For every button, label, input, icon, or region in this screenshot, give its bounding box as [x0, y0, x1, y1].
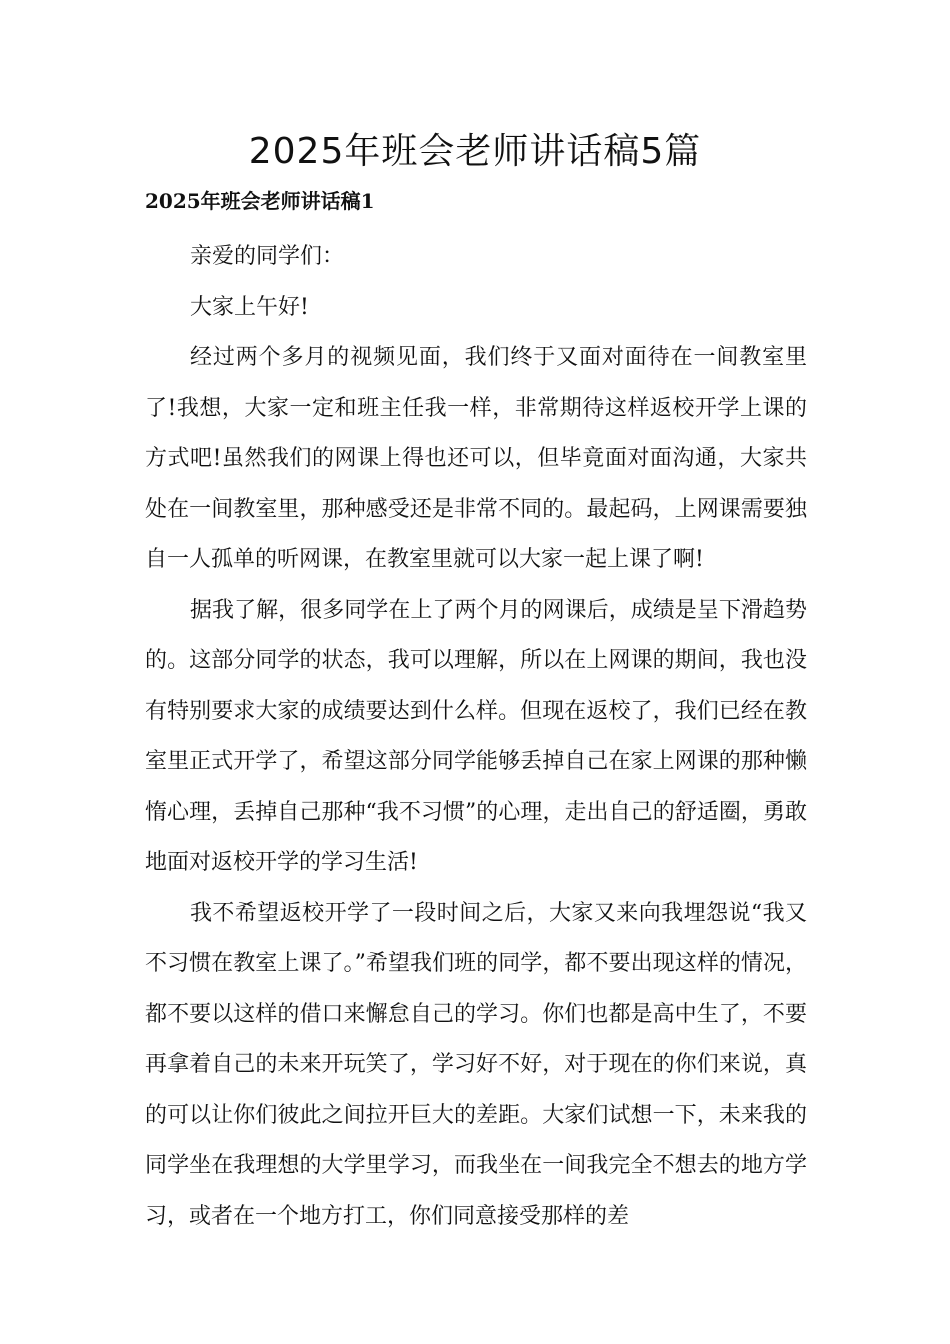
paragraph: 我不希望返校开学了一段时间之后，大家又来向我埋怨说“我又不习惯在教室上课了。”希望我们班的同学，都不要出现这样的情况，都不要以这样的借口来懈怠自己的学习。你们也都是高中生了，不要再拿着自己的未来开玩笑了，学习好不好，对于现在的你们来说，真的可以让你们彼此之间拉开巨大的差距。大家们试想一下，未来我的同学坐在我理想的大学里学习，而我坐在一间我完全不想去的地方学习，或者在一个地方打工，你们同意接受那样的差: [145, 900, 807, 1229]
paragraph: 经过两个多月的视频见面，我们终于又面对面待在一间教室里了!我想，大家一定和班主任我一样，非常期待这样返校开学上课的方式吧!虽然我们的网课上得也还可以，但毕竟面对面沟通，大家共处在一间教室里，那种感受还是非常不同的。最起码，上网课需要独自一人孤单的听网课，在教室里就可以大家一起上课了啊!: [145, 345, 807, 572]
document-body: [145, 232, 807, 1242]
paragraph-hello: 大家上午好!: [190, 294, 309, 320]
section-heading: 2025年班会老师讲话稿1: [145, 189, 375, 213]
document-title: 2025年班会老师讲话稿5篇: [248, 131, 702, 172]
paragraph-greeting: 亲爱的同学们：: [190, 244, 345, 269]
paragraph: 据我了解，很多同学在上了两个月的网课后，成绩是呈下滑趋势的。这部分同学的状态，我可以理解，所以在上网课的期间，我也没有特别要求大家的成绩要达到什么样。但现在返校了，我们已经在教室里正式开学了，希望这部分同学能够丢掉自己在家上网课的那种懒惰心理，丢掉自己那种“我不习惯”的心理，走出自己的舒适圈，勇敢地面对返校开学的学习生活!: [145, 597, 807, 875]
